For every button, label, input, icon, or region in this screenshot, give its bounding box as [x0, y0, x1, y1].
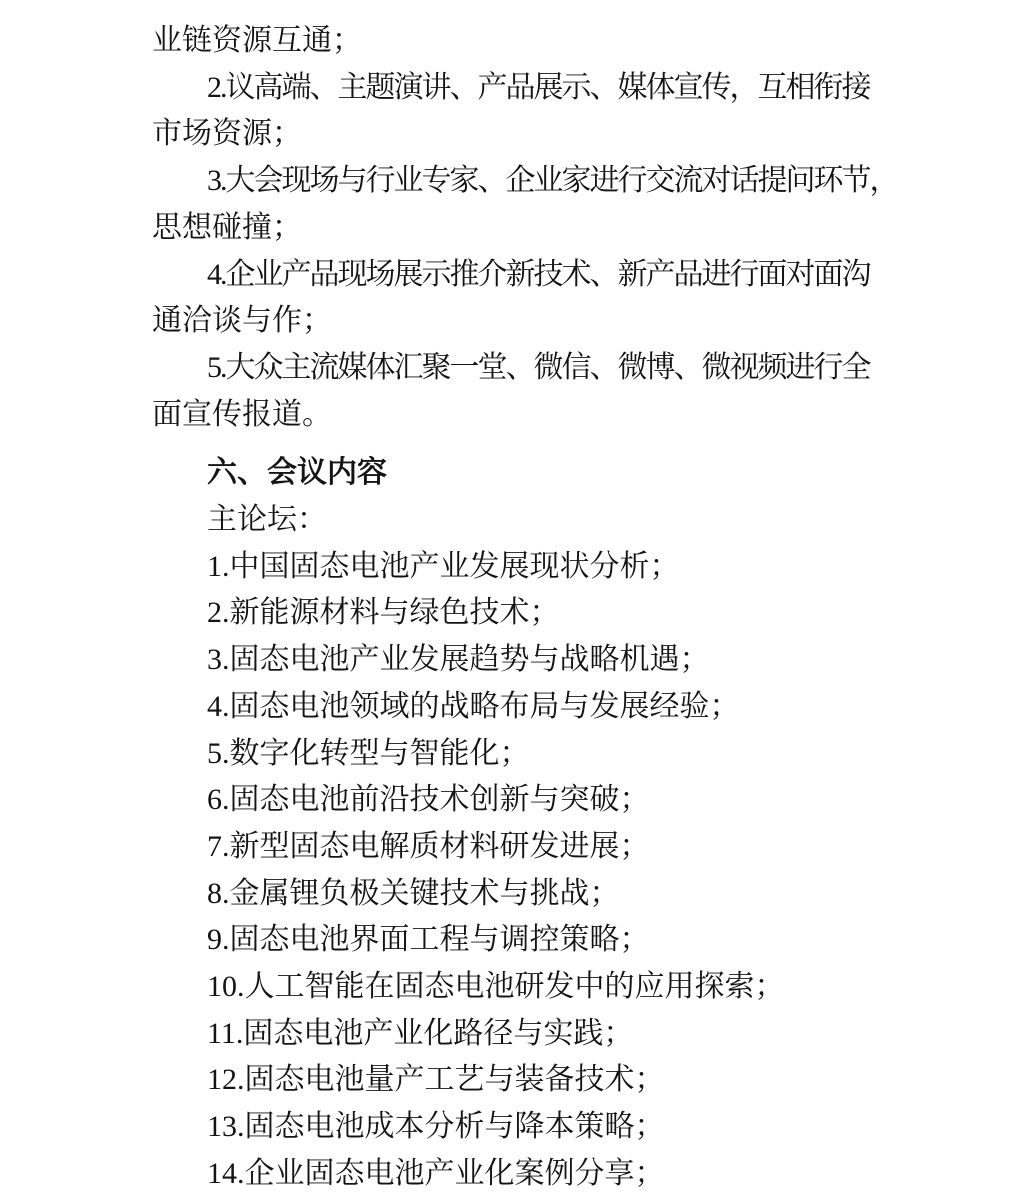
- agenda-item: 3.固态电池产业发展趋势与战略机遇；: [207, 643, 710, 677]
- agenda-item: 6.固态电池前沿技术创新与突破；: [207, 783, 650, 817]
- agenda-item: 5.数字化转型与智能化；: [207, 736, 530, 770]
- paragraph-line: 3.大会现场与行业专家、企业家进行交流对话提问环节，: [207, 164, 898, 198]
- paragraph-continuation-line: 思想碰撞；: [152, 210, 302, 244]
- agenda-item: 14.企业固态电池产业化案例分享；: [207, 1156, 665, 1190]
- agenda-item: 12.固态电池量产工艺与装备技术；: [207, 1063, 665, 1097]
- section-heading: 六、会议内容: [207, 456, 387, 490]
- agenda-item: 7.新型固态电解质材料研发进展；: [207, 829, 650, 863]
- forum-label: 主论坛：: [207, 503, 327, 537]
- agenda-item: 10.人工智能在固态电池研发中的应用探索；: [207, 970, 785, 1004]
- agenda-item: 11.固态电池产业化路径与实践；: [207, 1016, 634, 1050]
- agenda-item: 4.固态电池领域的战略布局与发展经验；: [207, 689, 740, 723]
- paragraph-continuation-line: 面宣传报道。: [152, 397, 332, 431]
- paragraph-line: 5.大众主流媒体汇聚一堂、微信、微博、微视频进行全: [207, 350, 870, 384]
- document-text-block: [152, 18, 898, 1194]
- paragraph-line: 4.企业产品现场展示推介新技术、新产品进行面对面沟: [207, 257, 870, 291]
- paragraph-line: 2.议高端、主题演讲、产品展示、媒体宣传，互相衔接: [207, 70, 870, 104]
- paragraph-continuation-line: 市场资源；: [152, 117, 302, 151]
- agenda-item: 8.金属锂负极关键技术与挑战；: [207, 876, 620, 910]
- agenda-item: 1.中国固态电池产业发展现状分析；: [207, 549, 680, 583]
- paragraph-continuation-line: 通洽谈与作；: [152, 304, 332, 338]
- paragraph-continuation-line: 业链资源互通；: [152, 24, 362, 57]
- agenda-item: 9.固态电池界面工程与调控策略；: [207, 923, 650, 957]
- agenda-item: 13.固态电池成本分析与降本策略；: [207, 1110, 665, 1144]
- agenda-item: 2.新能源材料与绿色技术；: [207, 596, 560, 630]
